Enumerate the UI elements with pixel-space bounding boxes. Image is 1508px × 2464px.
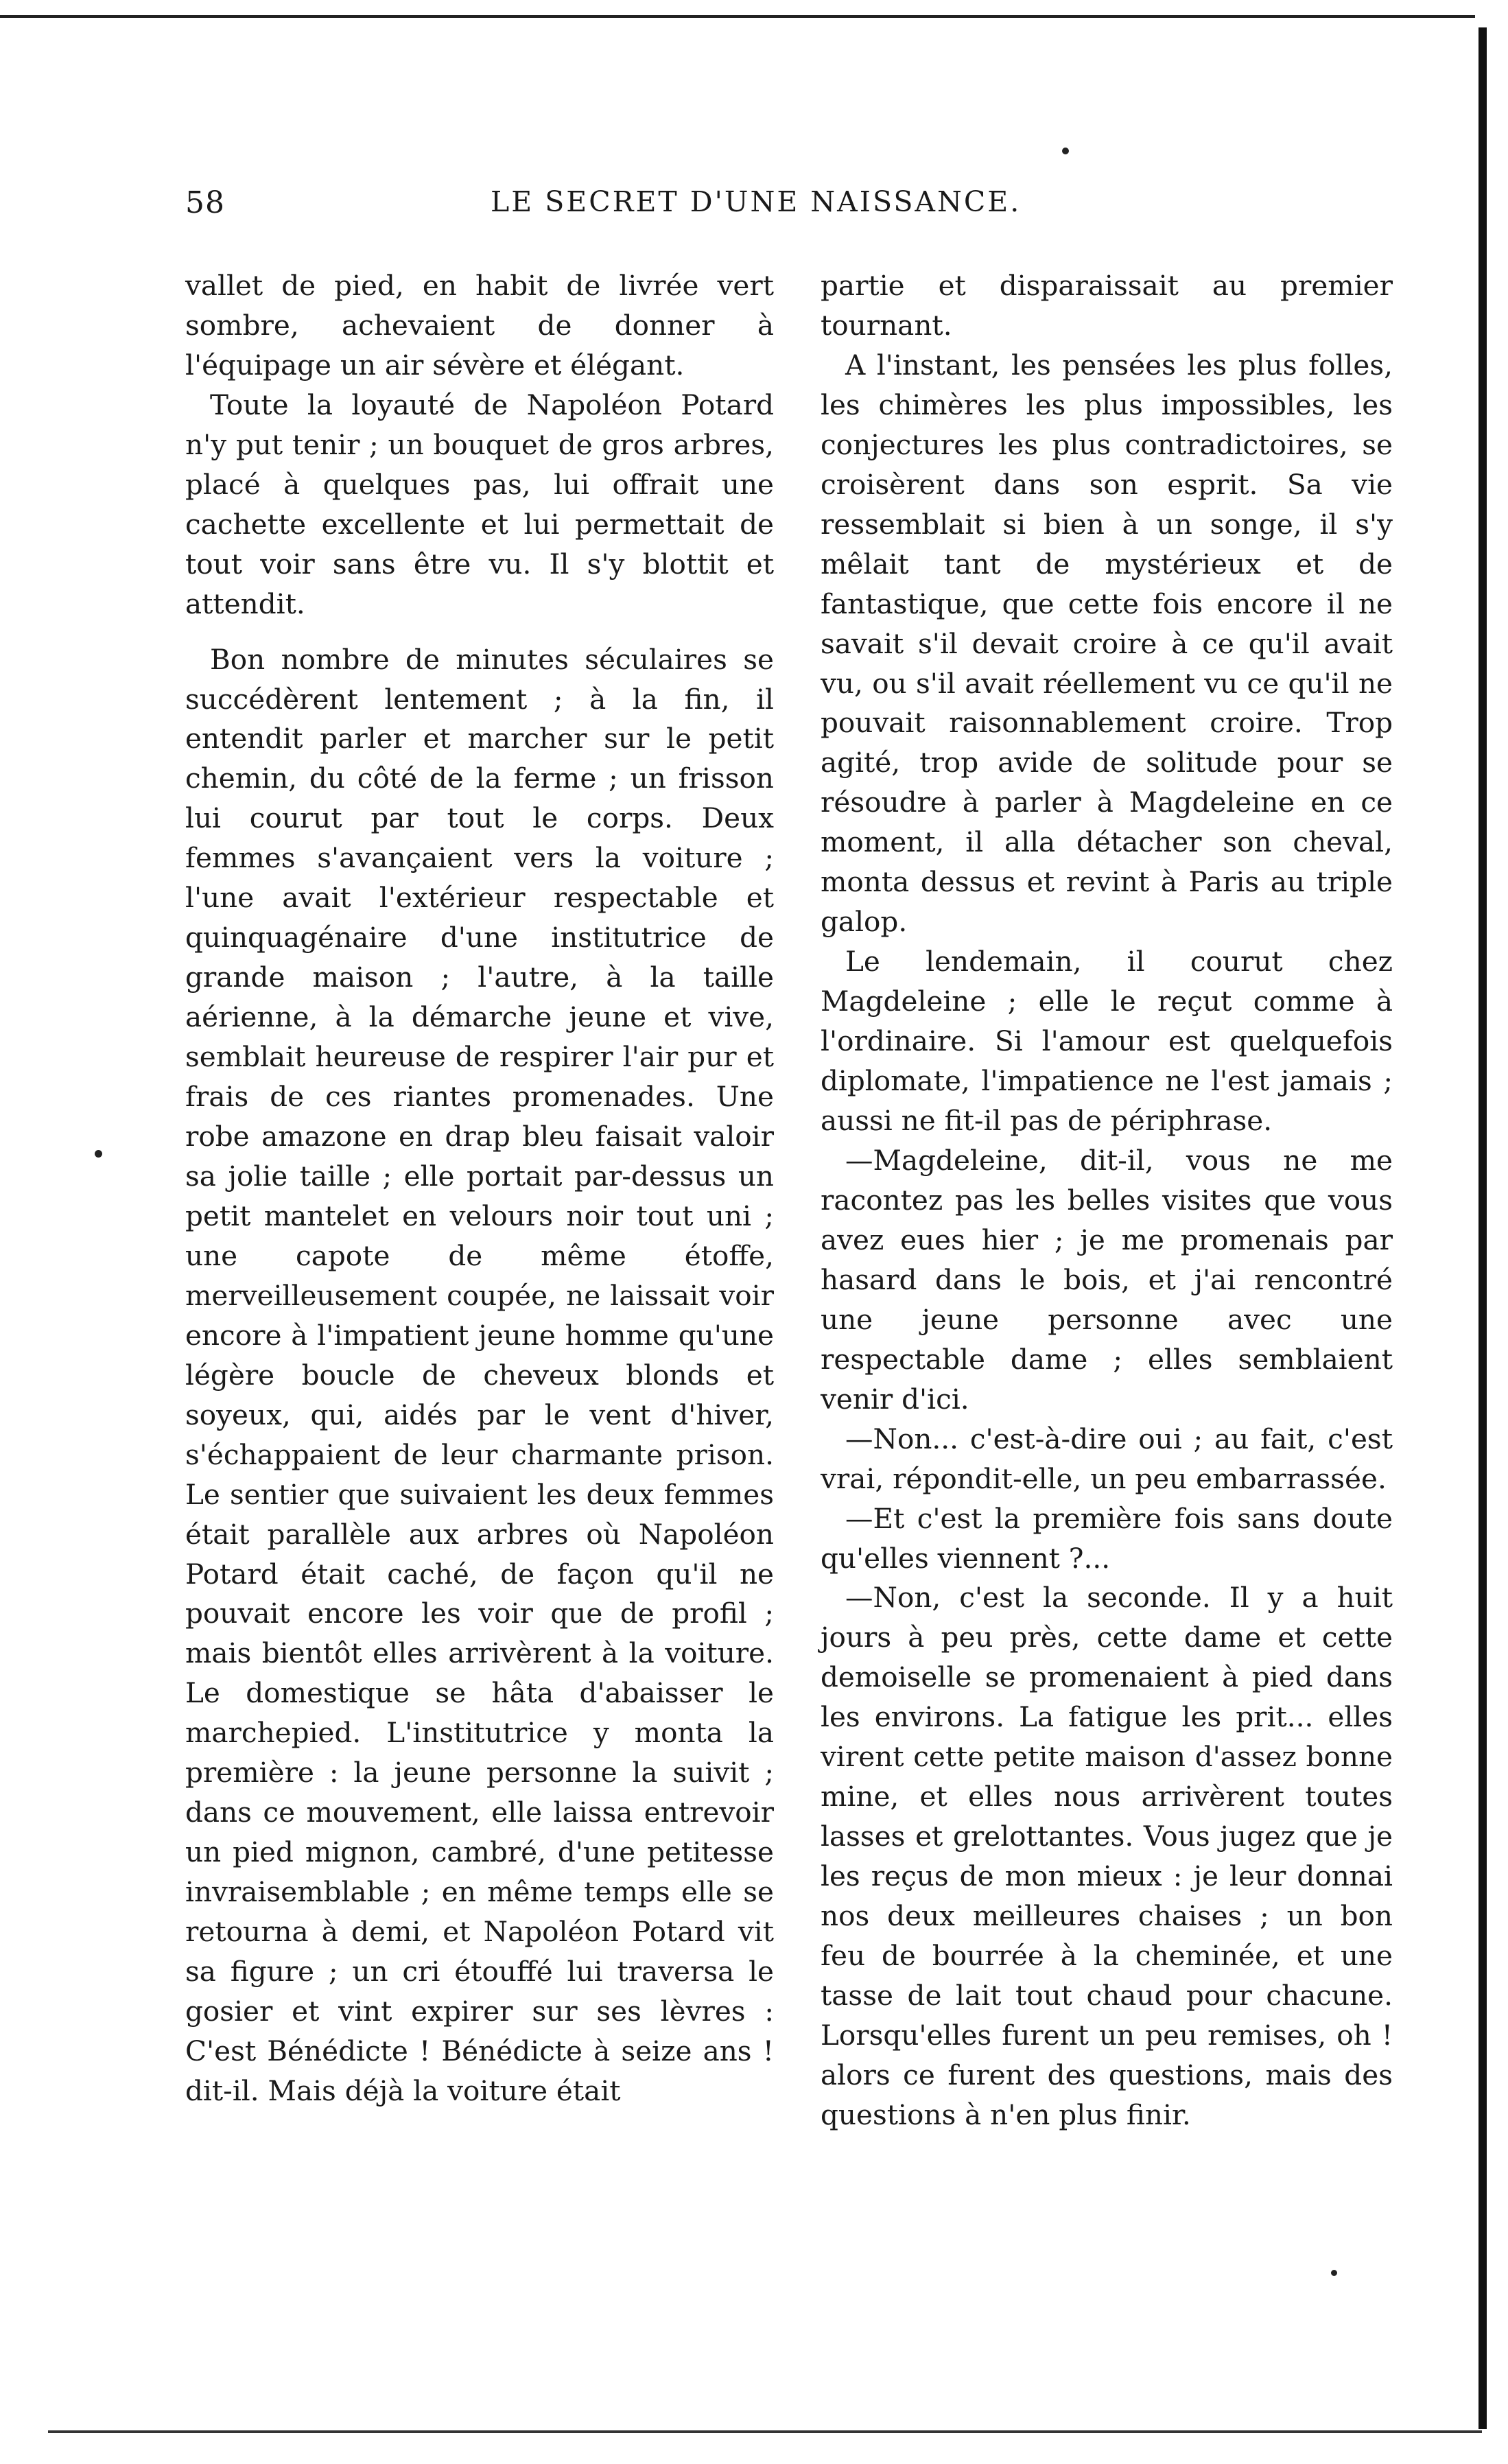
paragraph: —Non... c'est-à-dire oui ; au fait, c'est vrai, répondit-elle, un peu embarrassée. bbox=[821, 1422, 1393, 1495]
paragraph: Bon nombre de minutes séculaires se succédèrent lentement ; à la fin, il entendit parler et marcher sur le petit chemin, du côté de la ferme ; un frisson lui courut par tout le corps. Deux femmes s'avançaient vers la voiture ; l'une avait l'extérieur respectable et quinquagénaire d'une institutrice de grande maison ; l'autre, à la taille aérienne, à la démarche jeune et vive, semblait heureuse de respirer l'air pur et frais de ces riantes promenades. Une robe amazone en drap bleu faisait valoir sa jolie taille ; elle portait par-dessus un petit mantelet en velours noir tout uni ; une capote de même étoffe, merveilleusement coupée, ne laissait voir encore à l'impatient jeune homme qu'une légère boucle de cheveux blonds et soyeux, qui, aidés par le vent d'hiver, s'échappaient de leur charmante prison. Le sentier que suivaient les deux femmes était parallèle aux arbres où Napoléon Potard était caché, de façon qu'il ne pouvait encore les voir que de profil ; mais bientôt elles arrivèrent à la voiture. Le domestique se hâta d'abaisser le marchepied. L'institutrice y monta la première : la jeune personne la suivit ; dans ce mouvement, elle laissa entrevoir un pied mignon, cambré, d'une petitesse invraisemblable ; en même temps elle se retourna à demi, et Napoléon Potard vit sa figure ; un cri étouffé lui traversa le gosier et vint expirer sur ses lèvres : C'est Bénédicte ! Bénédicte à seize ans ! dit-il. Mais déjà la voiture était bbox=[185, 642, 774, 2107]
paragraph: —Et c'est la première fois sans doute qu'elles viennent ?... bbox=[821, 1501, 1393, 1575]
speck-mark bbox=[1331, 2270, 1337, 2276]
right-border-line bbox=[1478, 27, 1487, 2429]
paragraph: —Non, c'est la seconde. Il y a huit jours à peu près, cette dame et cette demoiselle se promenaient à pied dans les environs. La fatigue les prit... elles virent cette petite maison d'assez bonne mine, et elles nous arrivèrent toutes lasses et grelottantes. Vous jugez que je les reçus de mon mieux : je leur donnai nos deux meilleures chaises ; un bon feu de bourrée à la cheminée, et une tasse de lait tout chaud pour chacune. Lorsqu'elles furent un peu remises, oh ! alors ce furent des questions, mais des questions à n'en plus finir. bbox=[821, 1581, 1393, 2131]
paragraph: Le lendemain, il courut chez Magdeleine ; elle le reçut comme à l'ordinaire. Si l'amour est quelquefois diplomate, l'impatience ne l'est jamais ; aussi ne fit-il pas de périphrase. bbox=[821, 945, 1393, 1138]
top-border-line bbox=[0, 15, 1475, 18]
paragraph: —Magdeleine, dit-il, vous ne me racontez pas les belles visites que vous avez eues hier ; je me promenais par hasard dans le bois, et j'ai rencontré une jeune personne avec une respectable dame ; elles semblaient venir d'ici. bbox=[821, 1143, 1393, 1416]
page-header bbox=[185, 185, 1269, 226]
left-text-column bbox=[185, 266, 774, 2111]
right-text-column bbox=[821, 266, 1393, 2135]
speck-mark bbox=[1062, 148, 1069, 154]
bottom-border-line bbox=[48, 2430, 1482, 2433]
paragraph: Toute la loyauté de Napoléon Potard n'y put tenir ; un bouquet de gros arbres, placé à quelques pas, lui offrait une cachette excellente et lui permettait de tout voir sans être vu. Il s'y blottit et attendit. bbox=[185, 388, 774, 620]
running-title: LE SECRET D'UNE NAISSANCE. bbox=[491, 185, 1022, 218]
paragraph: partie et disparaissait au premier tournant. bbox=[821, 269, 1393, 342]
paragraph: vallet de pied, en habit de livrée vert sombre, achevaient de donner à l'équipage un air sévère et élégant. bbox=[185, 269, 774, 382]
page-number: 58 bbox=[185, 185, 225, 220]
margin-bullet-mark bbox=[95, 1150, 102, 1158]
paragraph: A l'instant, les pensées les plus folles, les chimères les plus impossibles, les conjectures les plus contradictoires, se croisèrent dans son esprit. Sa vie ressemblait si bien à un songe, il s'y mêlait tant de mystérieux et de fantastique, que cette fois encore il ne savait s'il devait croire à ce qu'il avait vu, ou s'il avait réellement vu ce qu'il ne pouvait raisonnablement croire. Trop agité, trop avide de solitude pour se résoudre à parler à Magdeleine en ce moment, il alla détacher son cheval, monta dessus et revint à Paris au triple galop. bbox=[821, 348, 1393, 939]
